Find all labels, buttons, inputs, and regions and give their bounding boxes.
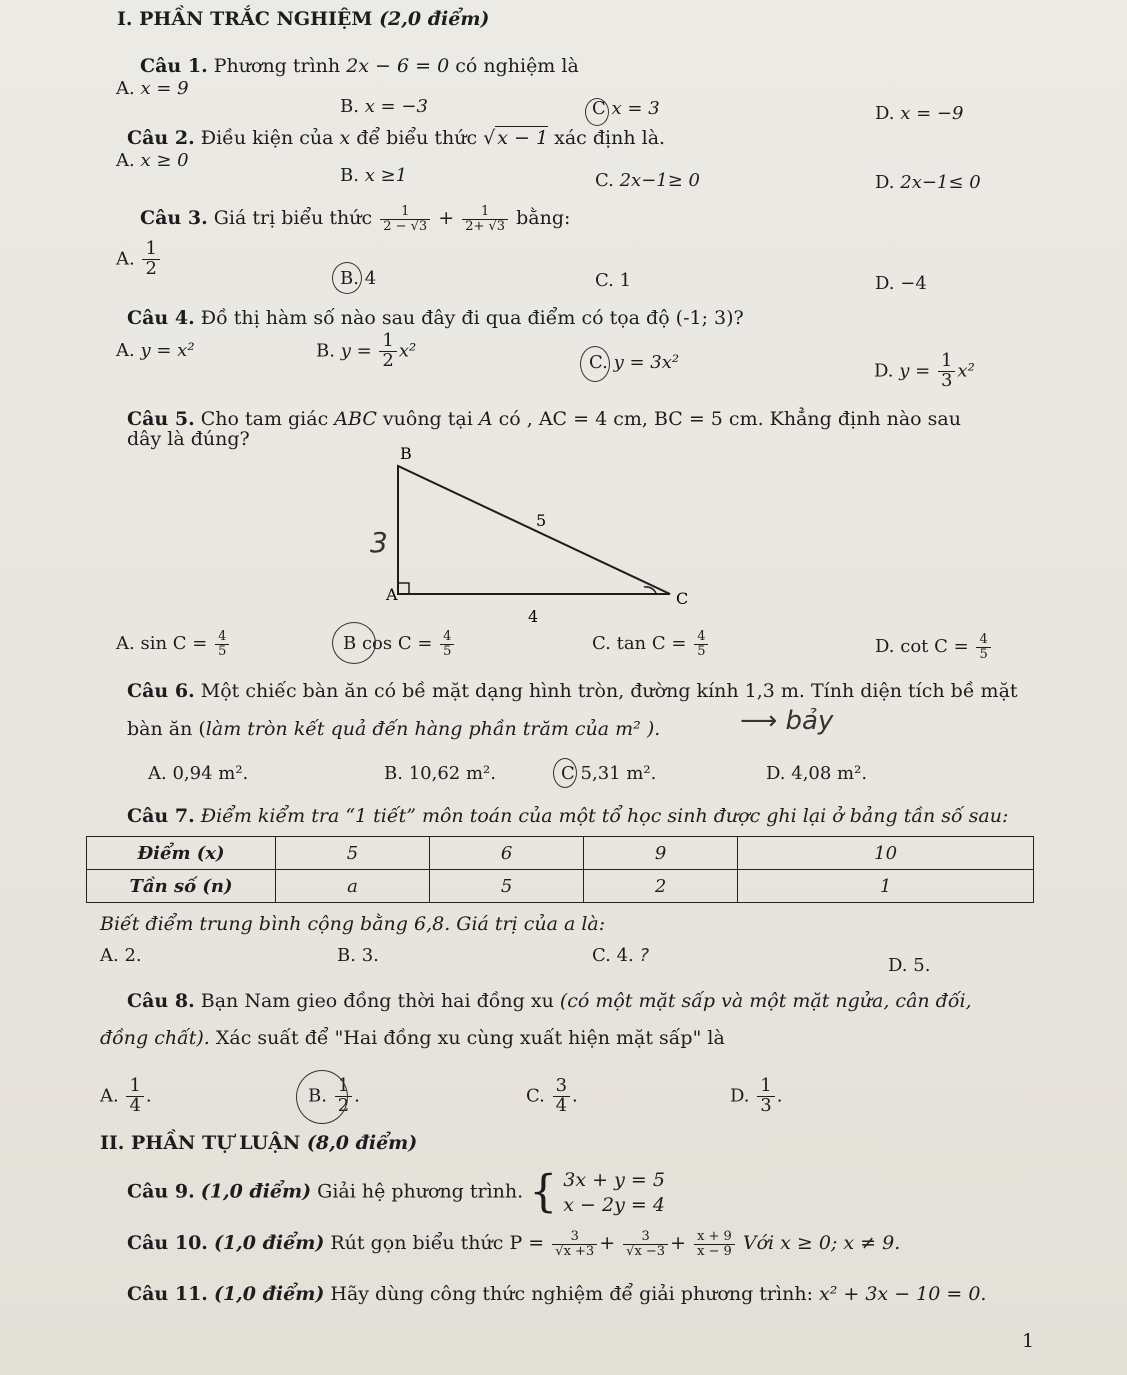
table-row	[87, 837, 1034, 870]
q2-option-b: B. x ≥1	[340, 165, 408, 186]
q6-stem-line2: bàn ăn (làm tròn kết quả đến hàng phần trăm của m² ).	[127, 718, 661, 740]
q8-answer-circle	[296, 1070, 348, 1124]
table-row	[87, 870, 1034, 903]
q1-option-b: B. x = −3	[340, 96, 428, 117]
q5-triangle-figure	[360, 440, 700, 630]
section2-points: (8,0 điểm)	[306, 1132, 418, 1154]
section2-heading	[100, 1132, 417, 1154]
q1-text: Phương trình	[213, 55, 341, 77]
q3-option-a: A. $\frac{1}{2}$	[116, 240, 162, 279]
q8-stem-line2: đồng chất). Xác suất để "Hai đồng xu cùng xuất hiện mặt sấp" là	[100, 1027, 725, 1049]
q5-answer-circle	[332, 622, 376, 664]
q7-option-c: C. 4. ?	[592, 945, 650, 966]
q8-label: Câu 8.	[127, 990, 195, 1012]
q4-stem: Câu 4. Đồ thị hàm số nào sau đây đi qua điểm có tọa độ (-1; 3)?	[127, 307, 744, 329]
q6-option-a: A. 0,94 m².	[148, 763, 249, 784]
table-header-cell: Tần số (n)	[87, 870, 276, 903]
q9-system: 3x + y = 5 x − 2y = 4	[563, 1169, 665, 1216]
q6-answer-circle	[553, 758, 577, 788]
q5-option-d: D. cot C = $\frac{4}{5}$	[875, 633, 993, 661]
q5-option-c: C. tan C = $\frac{4}{5}$	[592, 630, 710, 658]
page-number: 1	[1022, 1330, 1035, 1352]
q6-option-d: D. 4,08 m².	[766, 763, 868, 784]
q2-label: Câu 2.	[127, 127, 195, 149]
q4-answer-circle	[580, 346, 610, 382]
q9-stem: Câu 9. (1,0 điểm) Giải hệ phương trình. { 3x + y = 5 x − 2y = 4	[127, 1166, 665, 1218]
q9-label: Câu 9.	[127, 1180, 195, 1203]
vertex-b-label: B	[400, 444, 412, 463]
triangle-abc	[398, 466, 670, 594]
q1-option-a: A. x = 9	[116, 78, 189, 99]
q3-option-d: D. −4	[875, 273, 927, 294]
section1-points: (2,0 điểm)	[379, 8, 490, 30]
q1-answer-circle	[585, 98, 609, 126]
vertex-c-label: C	[676, 589, 689, 608]
table-cell: 5	[430, 870, 584, 903]
q8-option-d: D. $\frac{1}{3}$ .	[730, 1075, 783, 1116]
q5-option-a: A. sin C = $\frac{4}{5}$	[116, 630, 231, 658]
q4-option-a: A. y = x²	[116, 340, 195, 361]
q3-option-c: C. 1	[595, 270, 632, 291]
section2-title: II. PHẦN TỰ LUẬN	[100, 1132, 301, 1154]
table-header-cell: Điểm (x)	[87, 837, 276, 870]
q5-option-b: B cos C = $\frac{4}{5}$	[343, 630, 456, 658]
side-bc-label: 5	[536, 511, 547, 530]
q3-fraction-2: $\frac{1}{2+ √3}$	[462, 205, 508, 233]
q4-label: Câu 4.	[127, 307, 195, 329]
q1-option-d: D. x = −9	[875, 103, 964, 124]
section1-title: I. PHẦN TRẮC NGHIỆM	[117, 8, 373, 30]
table-cell: 1	[738, 870, 1034, 903]
q7-option-a: A. 2.	[100, 945, 142, 966]
q3-label: Câu 3.	[140, 207, 208, 230]
q5-stem-line2: dây là đúng?	[127, 428, 250, 450]
q2-option-c: C. 2x−1≥ 0	[595, 170, 700, 191]
q7-option-b: B. 3.	[337, 945, 379, 966]
q1-text2: có nghiệm là	[455, 55, 579, 77]
q6-stem: Câu 6. Một chiếc bàn ăn có bề mặt dạng hình tròn, đường kính 1,3 m. Tính diện tích bề mặt	[127, 680, 1018, 702]
q4-option-d: D. y = $\frac{1}{3}$ x²	[874, 350, 975, 391]
q6-handwritten-note: ⟶ bảy	[740, 706, 834, 736]
right-angle-mark	[398, 583, 409, 594]
section1-heading	[117, 8, 489, 30]
q4-option-c: C. y = 3x²	[589, 352, 680, 373]
q3-answer-circle	[332, 262, 362, 294]
q4-option-b: B. y = $\frac{1}{2}$ x²	[316, 330, 417, 371]
frequency-table	[86, 836, 1034, 903]
table-cell: 2	[584, 870, 738, 903]
q7-after-text: Biết điểm trung bình cộng bằng 6,8. Giá trị của a là:	[100, 913, 606, 935]
q1-option-c: C x = 3	[592, 98, 660, 119]
q1-label: Câu 1.	[140, 55, 208, 77]
q8-option-c: C. $\frac{3}{4}$ .	[526, 1075, 578, 1116]
q11-stem: Câu 11. (1,0 điểm) Hãy dùng công thức nghiệm để giải phương trình: x² + 3x − 10 = 0.	[127, 1283, 987, 1305]
vertex-a-label: A	[386, 585, 398, 604]
side-ac-label: 4	[528, 607, 539, 626]
q6-label: Câu 6.	[127, 680, 195, 702]
q7-stem: Câu 7. Điểm kiểm tra “1 tiết” môn toán của một tổ học sinh được ghi lại ở bảng tần số sau:	[127, 805, 1009, 827]
q5-label: Câu 5.	[127, 408, 195, 430]
table-cell: 9	[584, 837, 738, 870]
table-cell: a	[276, 870, 430, 903]
q2-stem: Câu 2. Điều kiện của x để biểu thức √ x − 1 xác định là.	[127, 127, 666, 149]
table-cell: 6	[430, 837, 584, 870]
q10-stem: Câu 10. (1,0 điểm) Rút gọn biểu thức P = $\frac{3}{√x +3}$ + $\frac{3}{√x -3}$ + $\frac{x + 9}{x - 9}$ Với x ≥ 0; x ≠ 9.	[127, 1229, 901, 1259]
q5-stem: Câu 5. Cho tam giác ABC vuông tại A có , AC = 4 cm, BC = 5 cm. Khẳng định nào sau	[127, 408, 961, 430]
q6-option-c: C 5,31 m².	[561, 763, 657, 784]
angle-c-mark	[644, 587, 656, 593]
q8-stem: Câu 8. Bạn Nam gieo đồng thời hai đồng xu (có một mặt sấp và một mặt ngửa, cân đối,	[127, 990, 972, 1012]
q8-option-a: A. $\frac{1}{4}$ .	[100, 1075, 152, 1116]
q1-stem	[140, 55, 579, 77]
q3-option-b: B. 4	[340, 268, 377, 289]
q2-sqrt: √ x − 1	[483, 127, 549, 149]
q6-option-b: B. 10,62 m².	[384, 763, 496, 784]
side-ab-handwritten-label: 3	[370, 526, 388, 559]
q7-label: Câu 7.	[127, 805, 195, 827]
q1-expr: 2x − 6 = 0	[346, 55, 450, 77]
q3-stem: Câu 3. Giá trị biểu thức $\frac{1}{2 - √3}$ + $\frac{1}{2+ √3}$ bằng:	[140, 204, 571, 234]
q7-option-d: D. 5.	[888, 955, 931, 976]
q2-option-d: D. 2x−1≤ 0	[875, 172, 981, 193]
q8-option-b: B. $\frac{1}{2}$ .	[308, 1075, 360, 1116]
q10-label: Câu 10.	[127, 1232, 208, 1255]
table-cell: 10	[738, 837, 1034, 870]
q2-option-a: A. x ≥ 0	[116, 150, 189, 171]
table-cell: 5	[276, 837, 430, 870]
q3-fraction-1: $\frac{1}{2 - √3}$	[380, 205, 430, 233]
q11-label: Câu 11.	[127, 1283, 208, 1305]
